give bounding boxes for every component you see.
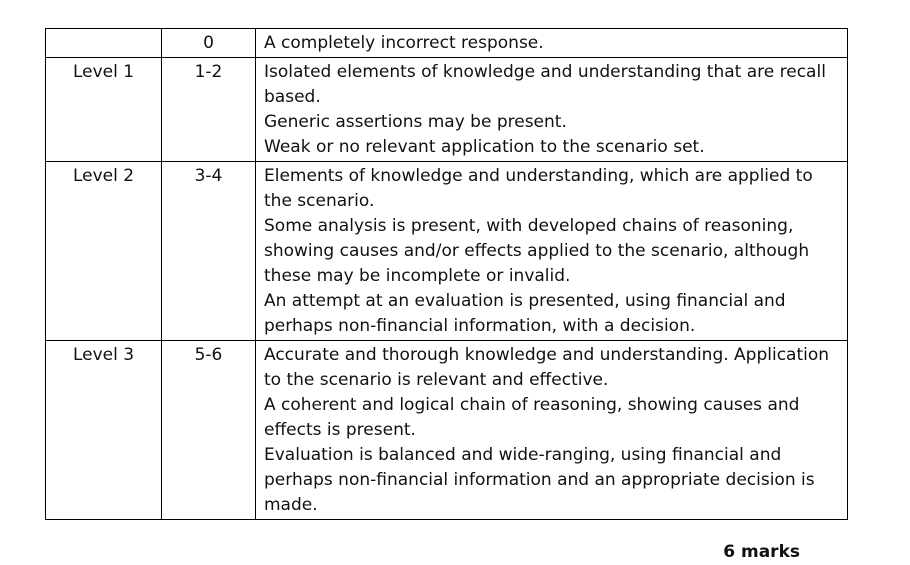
marks-cell: 5-6 <box>162 341 256 520</box>
total-marks: 6 marks <box>723 542 800 562</box>
marks-cell: 1-2 <box>162 58 256 162</box>
level-cell: Level 2 <box>46 162 162 341</box>
table-row <box>46 162 848 341</box>
marks-cell: 3-4 <box>162 162 256 341</box>
level-cell <box>46 29 162 58</box>
table-row <box>46 341 848 520</box>
descriptor-text: Generic assertions may be present. <box>264 112 567 132</box>
descriptor-cell <box>256 58 848 162</box>
descriptor-cell <box>256 162 848 341</box>
descriptor-text: An attempt at an evaluation is presented, using financial and perhaps non-financial information, with a decision. <box>264 291 786 336</box>
descriptor-text: Accurate and thorough knowledge and understanding. Application to the scenario is relevant and effective. <box>264 345 830 390</box>
descriptor-text: A completely incorrect response. <box>264 33 544 53</box>
descriptor-text: A coherent and logical chain of reasoning, showing causes and effects is present. <box>264 395 800 440</box>
descriptor-cell <box>256 341 848 520</box>
level-cell: Level 3 <box>46 341 162 520</box>
mark-scheme-table <box>45 28 848 520</box>
descriptor-text: Evaluation is balanced and wide-ranging, using financial and perhaps non-financial information and an appropriate decision is made. <box>264 445 815 515</box>
descriptor-text: Some analysis is present, with developed chains of reasoning, showing causes and/or effects applied to the scenario, although these may be incomplete or invalid. <box>264 216 810 286</box>
descriptor-text: Elements of knowledge and understanding, which are applied to the scenario. <box>264 166 813 211</box>
descriptor-text: Isolated elements of knowledge and understanding that are recall based. <box>264 62 826 107</box>
level-cell: Level 1 <box>46 58 162 162</box>
table-row <box>46 58 848 162</box>
descriptor-text: Weak or no relevant application to the scenario set. <box>264 137 705 157</box>
marks-cell: 0 <box>162 29 256 58</box>
table-row <box>46 29 848 58</box>
descriptor-cell <box>256 29 848 58</box>
